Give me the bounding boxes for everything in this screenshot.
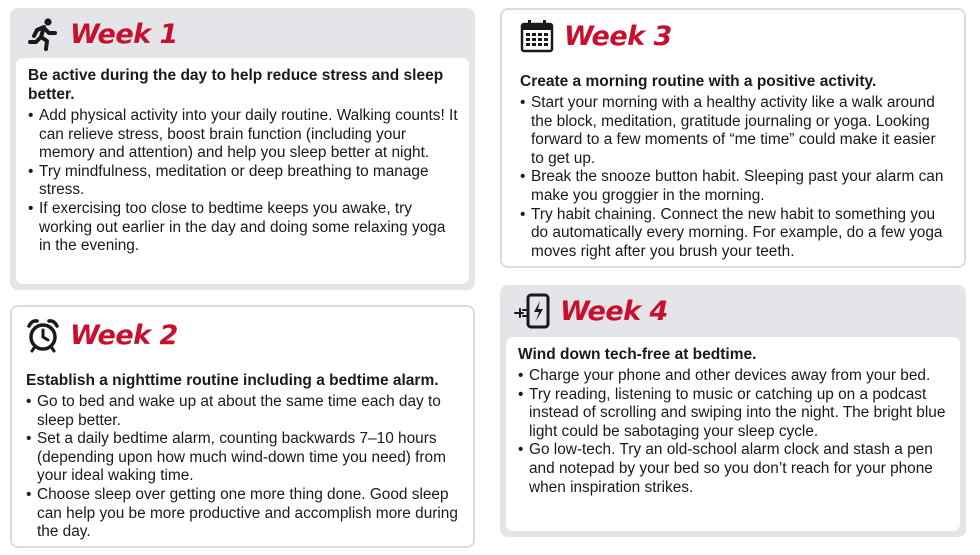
list-item: • Charge your phone and other devices away from your bed.	[518, 367, 950, 386]
week-2-body	[14, 363, 473, 543]
running-person-icon	[24, 16, 62, 52]
week-4-card	[500, 285, 966, 537]
week-1-lead: Be active during the day to help reduce stress and sleep better.	[28, 67, 444, 103]
week-3-title: Week 3	[564, 20, 672, 52]
alarm-clock-icon	[24, 317, 62, 353]
list-item: • Try reading, listening to music or catching up on a podcast instead of scrolling and swiping into the night. The bright blue light could be sabotaging your sleep cycle.	[518, 386, 950, 442]
list-item: • Set a daily bedtime alarm, counting backwards 7–10 hours (depending upon how much wind-down time you need) from your ideal waking time.	[26, 430, 463, 486]
week-2-list	[26, 393, 463, 542]
list-item: • Try habit chaining. Connect the new habit to something you do automatically every morning. For example, do a few yoga moves right after you brush your teeth.	[520, 206, 952, 262]
list-item: • Try mindfulness, meditation or deep breathing to manage stress.	[28, 163, 459, 200]
list-item: • If exercising too close to bedtime keeps you awake, try working out earlier in the day and doing some relaxing yoga in the evening.	[28, 200, 459, 256]
week-3-header	[518, 18, 672, 54]
week-2-card	[10, 305, 475, 548]
week-4-body	[506, 337, 960, 531]
list-item: • Go to bed and wake up at about the same time each day to sleep better.	[26, 393, 463, 430]
week-3-body	[508, 64, 962, 264]
week-3-list	[520, 94, 952, 261]
week-3-lead: Create a morning routine with a positive activity.	[520, 73, 877, 90]
list-item: • Go low-tech. Try an old-school alarm clock and stash a pen and notepad by your bed so you don’t reach for your phone when inspiration strikes.	[518, 441, 950, 497]
week-4-lead: Wind down tech-free at bedtime.	[518, 346, 757, 363]
week-1-body	[16, 58, 469, 284]
week-3-card	[500, 8, 966, 268]
week-1-list	[28, 107, 459, 256]
week-4-header	[514, 293, 668, 329]
charging-phone-icon	[514, 293, 552, 329]
week-4-title: Week 4	[560, 295, 668, 327]
week-4-list	[518, 367, 950, 497]
calendar-icon	[518, 18, 556, 54]
week-2-lead: Establish a nighttime routine including a bedtime alarm.	[26, 372, 439, 389]
week-1-card	[10, 8, 475, 290]
week-1-title: Week 1	[70, 18, 178, 50]
list-item: • Break the snooze button habit. Sleeping past your alarm can make you groggier in the morning.	[520, 168, 952, 205]
week-1-header	[24, 16, 178, 52]
list-item: • Start your morning with a healthy activity like a walk around the block, meditation, gratitude journaling or yoga. Looking forward to a few moments of “me time” could make it easier to get up.	[520, 94, 952, 168]
week-2-title: Week 2	[70, 319, 178, 351]
list-item: • Choose sleep over getting one more thing done. Good sleep can help you be more productive and accomplish more during the day.	[26, 486, 463, 542]
list-item: • Add physical activity into your daily routine. Walking counts! It can relieve stress, boost brain function (including your memory and attention) and help you sleep better at night.	[28, 107, 459, 163]
week-2-header	[24, 317, 178, 353]
